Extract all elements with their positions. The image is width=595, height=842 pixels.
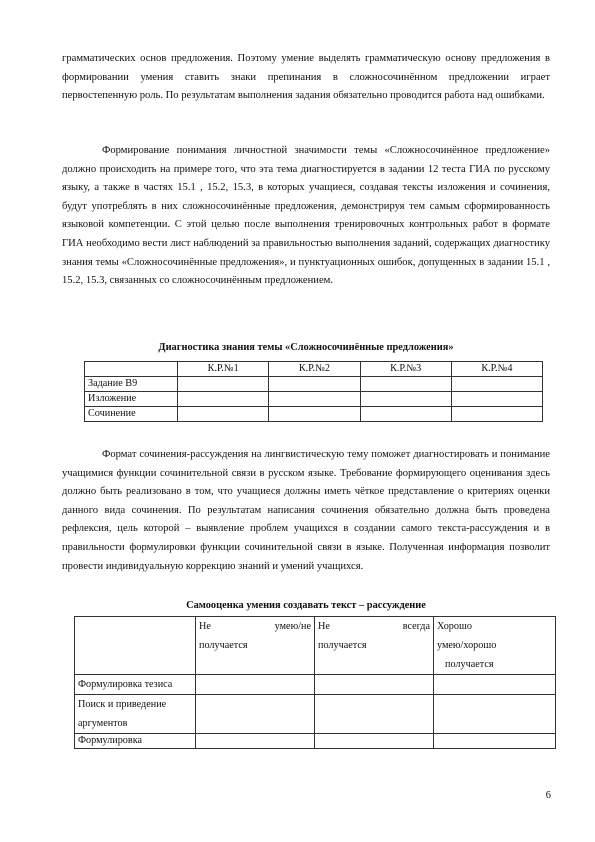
- table-cell: [196, 734, 315, 749]
- self-assessment-table: [74, 616, 556, 749]
- diagnostics-table: [84, 361, 543, 422]
- table-header-cell: [196, 617, 315, 675]
- header-text: получается: [199, 640, 248, 651]
- header-text: умею/хорошо: [437, 640, 497, 651]
- row-label: Задание В9: [85, 377, 178, 392]
- table-cell: [451, 392, 542, 407]
- table-cell: [315, 734, 434, 749]
- table-cell: [434, 695, 556, 734]
- table-row: [85, 377, 543, 392]
- page-number: 6: [545, 790, 551, 801]
- table-cell: [269, 392, 360, 407]
- table-header-cell: [85, 362, 178, 377]
- table-cell: [196, 675, 315, 695]
- table-cell: [360, 407, 451, 422]
- row-label: Сочинение: [85, 407, 178, 422]
- header-text: Не: [199, 621, 211, 632]
- table-header-cell: К.Р.№2: [269, 362, 360, 377]
- header-text: получается: [445, 659, 494, 670]
- table-cell: [434, 675, 556, 695]
- header-text: умею/не: [274, 621, 311, 632]
- table-cell: [360, 392, 451, 407]
- table-row: [85, 407, 543, 422]
- table-header-cell: К.Р.№3: [360, 362, 451, 377]
- row-label: Формулировка: [75, 734, 196, 749]
- table-cell: [269, 377, 360, 392]
- table-header-cell: [434, 617, 556, 675]
- table-cell: [434, 734, 556, 749]
- table-cell: [178, 392, 269, 407]
- table-cell: [315, 675, 434, 695]
- table-cell: [269, 407, 360, 422]
- table-row: [75, 675, 556, 695]
- table-cell: [451, 377, 542, 392]
- table-row: [75, 734, 556, 749]
- table-row: [75, 695, 556, 734]
- table-cell: [178, 407, 269, 422]
- header-text: получается: [318, 640, 367, 651]
- table-header-row: [85, 362, 543, 377]
- table1-caption: Диагностика знания темы «Сложносочинённые предложения»: [158, 342, 454, 353]
- paragraph-2: Формирование понимания личностной значимости темы «Сложносочинённое предложение» должно происходить на примере того, что эта тема диагностируется в задании 12 теста ГИА по русскому языку, а также в частях 15.1 , 15.2, 15.3, в которых учащиеся, создавая тексты изложения и сочинения, будут употреблять в них сложносочинённые предложения, демонстрируя тем самым сформированность языковой компетенции. С этой целью после выполнения тренировочных контрольных работ в формате ГИА необходимо вести лист наблюдений за правильностью выполнения заданий, содержащих диагностику знания темы «Сложносочинённые предложения», и пунктуационных ошибок, допущенных в задании 15.1 , 15.2, 15.3, связанных со сложносочинённым предложением.: [62, 145, 550, 287]
- table-header-cell: К.Р.№1: [178, 362, 269, 377]
- table-cell: [196, 695, 315, 734]
- table-cell: [315, 695, 434, 734]
- paragraph-1: грамматических основ предложения. Поэтому умение выделять грамматическую основу предложения в формировании умения ставить знаки препинания в сложносочинённом предложении играет первостепенную роль. По результатам выполнения задания обязательно проводится работа над ошибками.: [62, 53, 550, 102]
- paragraph-3: Формат сочинения-рассуждения на лингвистическую тему поможет диагностировать и понимание учащимися функции сочинительной связи в русском языке. Требование формирующего оценивания здесь должно быть реализовано в том, что учащиеся должны иметь чёткое представление о критериях оценки данного вида сочинения. По результатам написания сочинения обязательно должна быть проведена рефлексия, цель которой – выявление проблем учащихся в создании самого текста-рассуждения и в правильности формулировки функции сочинительной связи в языке. Полученная информация позволит провести индивидуальную коррекцию знаний и умений учащихся.: [62, 449, 550, 572]
- table-header-cell: [315, 617, 434, 675]
- table-row: [85, 392, 543, 407]
- table-cell: [178, 377, 269, 392]
- row-label: Формулировка тезиса: [75, 675, 196, 695]
- row-label: Поиск и приведение аргументов: [75, 695, 196, 734]
- table2-caption: Самооценка умения создавать текст – рассуждение: [186, 600, 426, 611]
- table-cell: [360, 377, 451, 392]
- table-header-cell: [75, 617, 196, 675]
- table-header-row: [75, 617, 556, 675]
- header-text: Не: [318, 621, 330, 632]
- header-text: Хорошо: [437, 621, 472, 632]
- header-text: всегда: [402, 621, 430, 632]
- table-cell: [451, 407, 542, 422]
- table-header-cell: К.Р.№4: [451, 362, 542, 377]
- row-label: Изложение: [85, 392, 178, 407]
